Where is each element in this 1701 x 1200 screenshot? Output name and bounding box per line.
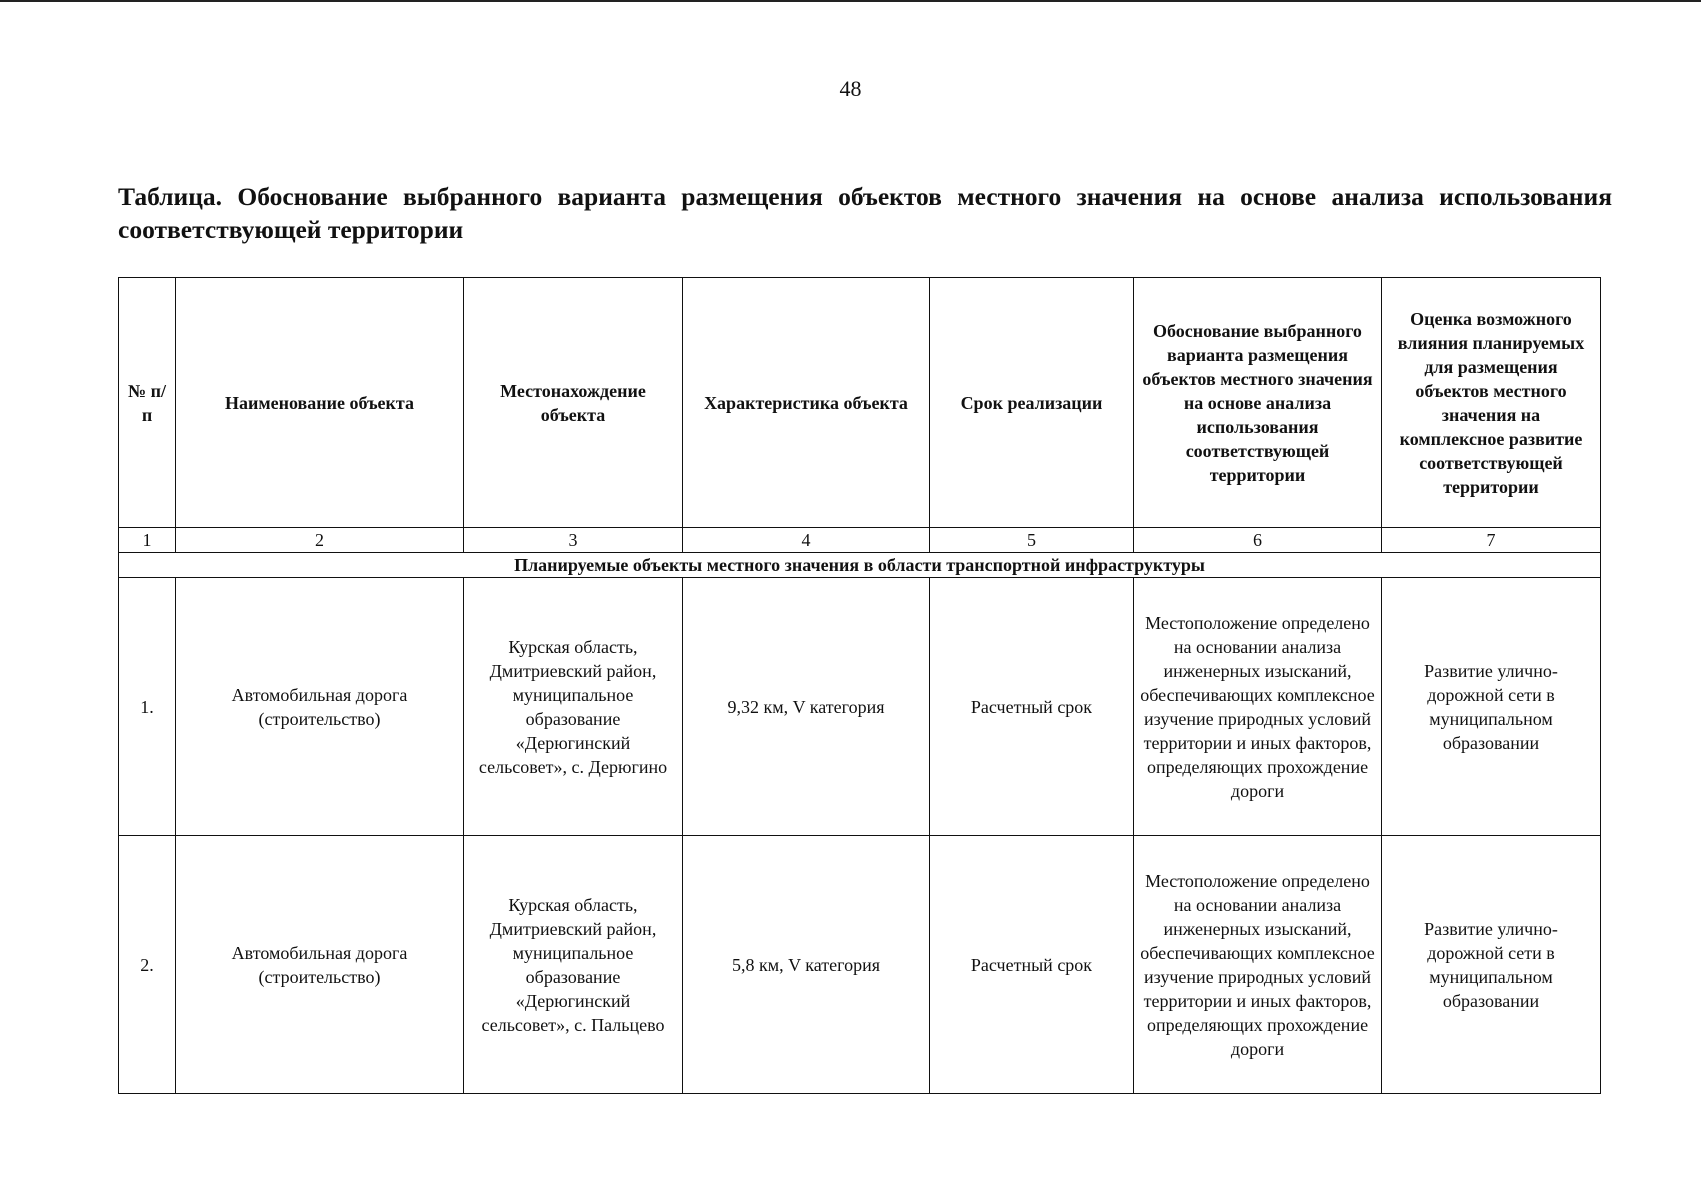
column-index: 2 [176, 528, 464, 553]
header-cell-characteristic: Характеристика объекта [683, 278, 930, 528]
column-index: 1 [119, 528, 176, 553]
section-row [119, 553, 1601, 578]
row-number: 2. [119, 836, 176, 1094]
header-cell-impact: Оценка возможного влияния планируемых для размещения объектов местного значения на комплексное развитие соответствующей территории [1382, 278, 1601, 528]
header-cell-term: Срок реализации [930, 278, 1134, 528]
object-location: Курская область, Дмитриевский район, муниципальное образование «Дерюгинский сельсовет», с. Дерюгино [464, 578, 683, 836]
implementation-term: Расчетный срок [930, 578, 1134, 836]
header-cell-justification: Обоснование выбранного варианта размещения объектов местного значения на основе анализа использования соответствующей территории [1134, 278, 1382, 528]
objects-table [118, 277, 1601, 1094]
column-index: 3 [464, 528, 683, 553]
column-index-row [119, 528, 1601, 553]
header-cell-location: Местонахождение объекта [464, 278, 683, 528]
object-characteristic: 9,32 км, V категория [683, 578, 930, 836]
column-index: 6 [1134, 528, 1382, 553]
document-title: Таблица. Обоснование выбранного варианта размещения объектов местного значения на основе анализа использования соответствующей территории [118, 182, 1612, 244]
table-row [119, 578, 1601, 836]
page-number: 48 [839, 76, 862, 101]
implementation-term: Расчетный срок [930, 836, 1134, 1094]
section-title: Планируемые объекты местного значения в области транспортной инфраструктуры [119, 553, 1601, 578]
object-name: Автомобильная дорога (строительство) [176, 836, 464, 1094]
column-index: 5 [930, 528, 1134, 553]
object-characteristic: 5,8 км, V категория [683, 836, 930, 1094]
header-cell-name: Наименование объекта [176, 278, 464, 528]
header-row [119, 278, 1601, 528]
object-location: Курская область, Дмитриевский район, муниципальное образование «Дерюгинский сельсовет», с. Пальцево [464, 836, 683, 1094]
column-index: 4 [683, 528, 930, 553]
table-row [119, 836, 1601, 1094]
impact-assessment: Развитие улично-дорожной сети в муниципальном образовании [1382, 578, 1601, 836]
placement-justification: Местоположение определено на основании анализа инженерных изысканий, обеспечивающих комплексное изучение природных условий территории и иных факторов, определяющих прохождение дороги [1134, 578, 1382, 836]
column-index: 7 [1382, 528, 1601, 553]
row-number: 1. [119, 578, 176, 836]
object-name: Автомобильная дорога (строительство) [176, 578, 464, 836]
header-cell-number: № п/п [119, 278, 176, 528]
placement-justification: Местоположение определено на основании анализа инженерных изысканий, обеспечивающих комплексное изучение природных условий территории и иных факторов, определяющих прохождение дороги [1134, 836, 1382, 1094]
top-rule [0, 0, 1701, 2]
impact-assessment: Развитие улично-дорожной сети в муниципальном образовании [1382, 836, 1601, 1094]
